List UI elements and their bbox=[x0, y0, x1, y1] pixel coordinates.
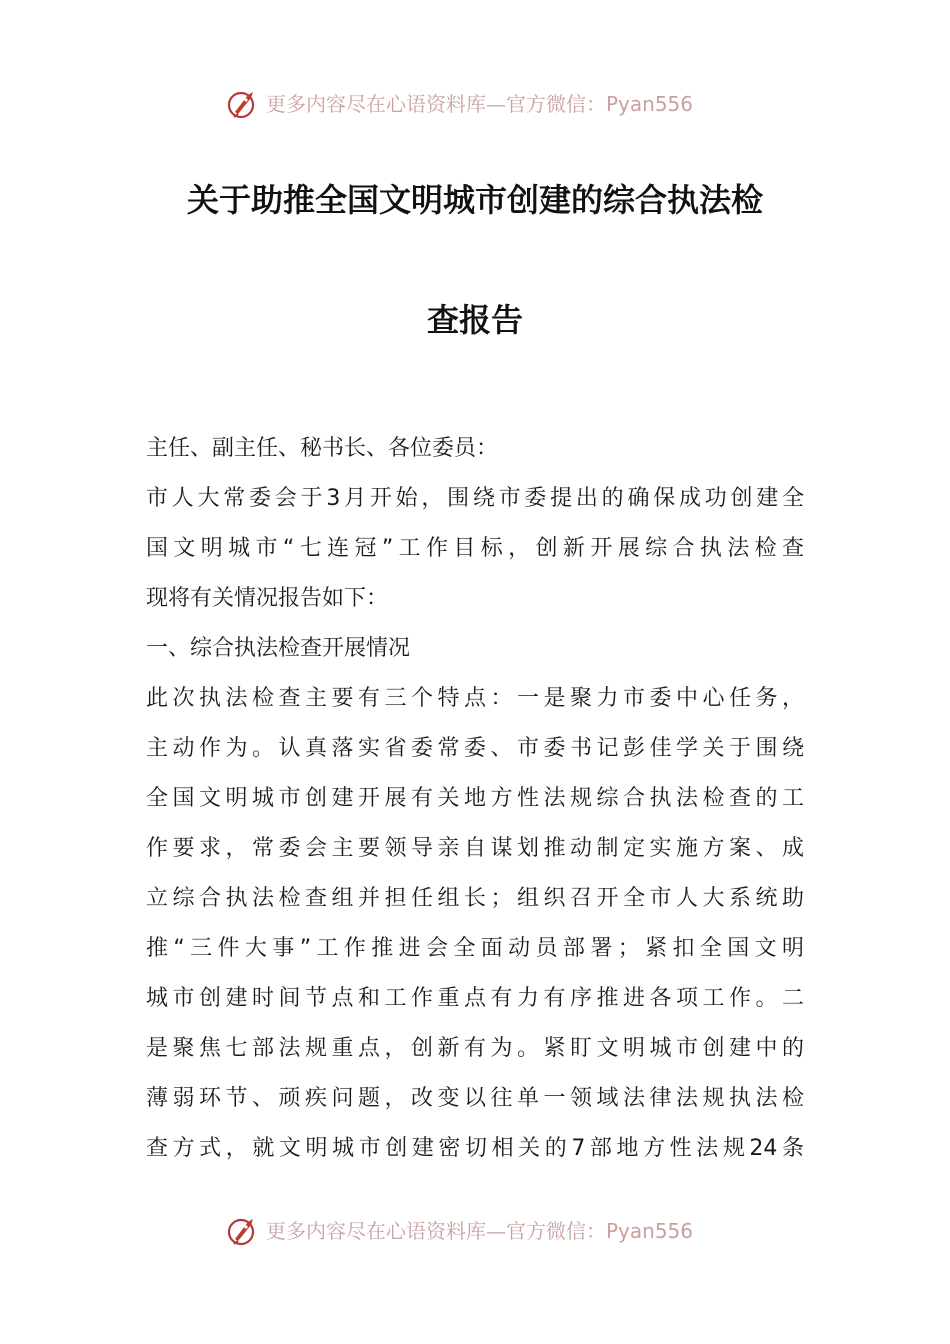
banner-text bbox=[266, 90, 693, 118]
pen-nib-logo-icon bbox=[226, 87, 260, 121]
banner-text bbox=[266, 1217, 693, 1245]
header-banner bbox=[0, 84, 950, 124]
banner-label: 更多内容尽在心语资料库—官方微信： bbox=[266, 92, 606, 116]
paragraph-line: 立综合执法检查组并担任组长；组织召开全市人大系统助 bbox=[146, 886, 804, 911]
document-title-line-2: 查报告 bbox=[426, 301, 523, 339]
pen-nib-logo-icon bbox=[226, 1214, 260, 1248]
paragraph-line: 城市创建时间节点和工作重点有力有序推进各项工作。二 bbox=[146, 986, 804, 1011]
salutation: 主任、副主任、秘书长、各位委员： bbox=[146, 436, 499, 461]
paragraph-line: 市人大常委会于3月开始，围绕市委提出的确保成功创建全 bbox=[146, 486, 804, 511]
wechat-id: Pyan556 bbox=[606, 1219, 694, 1243]
paragraph-line: 推“三件大事”工作推进会全面动员部署；紧扣全国文明 bbox=[146, 936, 804, 961]
document-title-line-1: 关于助推全国文明城市创建的综合执法检 bbox=[186, 181, 763, 219]
paragraph-line: 查方式，就文明城市创建密切相关的7部地方性法规24条 bbox=[146, 1136, 804, 1161]
banner-label: 更多内容尽在心语资料库—官方微信： bbox=[266, 1219, 606, 1243]
paragraph-line: 现将有关情况报告如下： bbox=[146, 586, 389, 611]
paragraph-line: 国文明城市“七连冠”工作目标，创新开展综合执法检查 bbox=[146, 536, 804, 561]
footer-banner bbox=[0, 1211, 950, 1251]
wechat-id: Pyan556 bbox=[606, 92, 694, 116]
section-heading: 一、综合执法检查开展情况 bbox=[146, 636, 411, 661]
paragraph-line: 是聚焦七部法规重点，创新有为。紧盯文明城市创建中的 bbox=[146, 1036, 804, 1061]
paragraph-line: 主动作为。认真落实省委常委、市委书记彭佳学关于围绕 bbox=[146, 736, 804, 761]
paragraph-line: 全国文明城市创建开展有关地方性法规综合执法检查的工 bbox=[146, 786, 804, 811]
paragraph-line: 薄弱环节、顽疾问题，改变以往单一领域法律法规执法检 bbox=[146, 1086, 804, 1111]
paragraph-line: 作要求，常委会主要领导亲自谋划推动制定实施方案、成 bbox=[146, 836, 804, 861]
paragraph-line: 此次执法检查主要有三个特点：一是聚力市委中心任务， bbox=[146, 686, 804, 711]
